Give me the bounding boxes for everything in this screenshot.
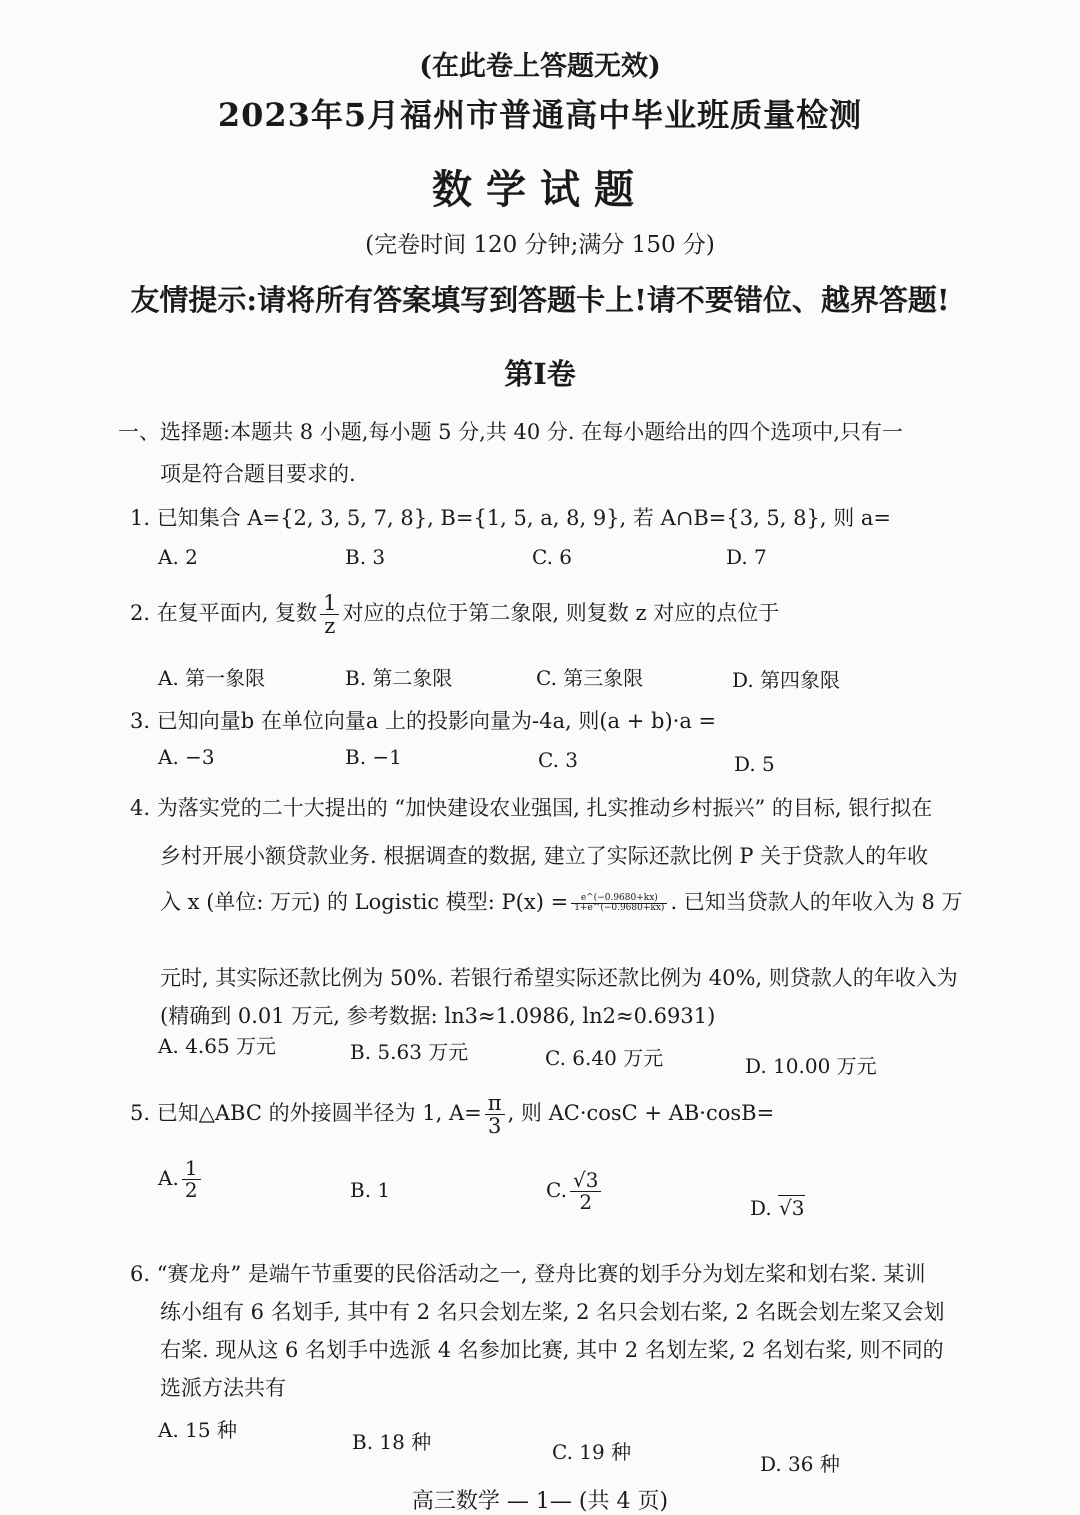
q5-option-a-label: A. (158, 1166, 179, 1190)
q6-option-c: C. 19 种 (552, 1440, 632, 1464)
q5-suffix: , 则 AC·cosC + AB·cosB= (507, 1101, 775, 1126)
q1-option-d: D. 7 (726, 545, 767, 569)
q5-option-c-num: √3 (570, 1170, 601, 1192)
exam-title: 2023年5月福州市普通高中毕业班质量检测 (217, 96, 863, 134)
q3-option-c: C. 3 (538, 748, 579, 772)
q1-option-b: B. 3 (345, 545, 386, 569)
q6-option-a: A. 15 种 (158, 1418, 237, 1442)
q5-option-c-fraction (570, 1170, 601, 1213)
q5-prefix: 5. 已知△ABC 的外接圆半径为 1, A= (130, 1101, 482, 1126)
q4-option-d: D. 10.00 万元 (745, 1054, 877, 1078)
question-5-stem (130, 1092, 774, 1137)
q5-fraction (485, 1092, 505, 1137)
section-heading-line1: 一、选择题:本题共 8 小题,每小题 5 分,共 40 分. 在每小题给出的四个选项中,只有一 (118, 420, 903, 444)
question-3-stem: 3. 已知向量b 在单位向量a 上的投影向量为-4a, 则(a + b)·a = (130, 709, 717, 733)
question-4-line3 (160, 886, 963, 916)
question-4-line4: 元时, 其实际还款比例为 50%. 若银行希望实际还款比例为 40%, 则贷款人的年收入为 (160, 966, 958, 990)
q5-option-d-value: √3 (779, 1196, 805, 1220)
formula-denominator: 1+e^(−0.9680+kx) (574, 903, 665, 913)
question-2-stem (130, 592, 779, 637)
q5-option-a-fraction (182, 1158, 201, 1201)
q4-option-b: B. 5.63 万元 (350, 1040, 469, 1064)
q5-frac-num: π (485, 1092, 505, 1115)
q2-option-b: B. 第二象限 (345, 666, 453, 690)
logistic-formula (571, 894, 667, 914)
q5-frac-den: 3 (487, 1114, 502, 1139)
q2-frac-num: 1 (320, 592, 339, 615)
formula-numerator: e^(−0.9680+kx) (571, 894, 667, 904)
q2-option-a: A. 第一象限 (158, 666, 266, 690)
q2-prefix: 2. 在复平面内, 复数 (130, 601, 318, 626)
q3-option-d: D. 5 (734, 752, 775, 776)
question-6-line2: 练小组有 6 名划手, 其中有 2 名只会划左桨, 2 名只会划右桨, 2 名既会划左桨又会划 (160, 1300, 945, 1324)
page-footer: 高三数学 — 1— (共 4 页) (411, 1489, 669, 1514)
q5-option-a-den: 2 (184, 1178, 198, 1202)
question-6-line3: 右桨. 现从这 6 名划手中选派 4 名参加比赛, 其中 2 名划左桨, 2 名划右桨, 则不同的 (160, 1338, 944, 1362)
section-heading-line2: 项是符合题目要求的. (160, 462, 356, 486)
q6-option-d: D. 36 种 (760, 1452, 840, 1476)
q4-option-c: C. 6.40 万元 (545, 1046, 664, 1070)
volume-title: 第Ⅰ卷 (504, 357, 576, 391)
q1-option-a: A. 2 (158, 545, 198, 569)
q2-frac-den: z (324, 614, 336, 639)
q2-option-c: C. 第三象限 (536, 666, 644, 690)
invalid-notice: (在此卷上答题无效) (419, 51, 661, 82)
question-1-stem: 1. 已知集合 A={2, 3, 5, 7, 8}, B={1, 5, a, 8, 9}, 若 A∩B={3, 5, 8}, 则 a= (130, 506, 892, 530)
q2-fraction (320, 592, 339, 637)
q2-option-d: D. 第四象限 (732, 668, 841, 692)
question-4-line2: 乡村开展小额贷款业务. 根据调查的数据, 建立了实际还款比例 P 关于贷款人的年收 (160, 844, 929, 868)
q5-option-d-label: D. (750, 1196, 772, 1220)
q5-option-b: B. 1 (350, 1178, 391, 1202)
question-4-line1: 4. 为落实党的二十大提出的 “加快建设农业强国, 扎实推动乡村振兴” 的目标, 银行拟在 (130, 796, 933, 820)
time-info: (完卷时间 120 分钟;满分 150 分) (365, 232, 715, 258)
q5-option-c-label: C. (546, 1178, 567, 1202)
q3-option-a: A. −3 (158, 745, 215, 769)
friendly-tip: 友情提示:请将所有答案填写到答题卡上!请不要错位、越界答题! (130, 283, 950, 317)
question-4-line5: (精确到 0.01 万元, 参考数据: ln3≈1.0986, ln2≈0.6931) (160, 1004, 716, 1028)
question-6-line4: 选派方法共有 (160, 1376, 286, 1400)
subject-title: 数学试题 (432, 166, 648, 213)
q4-option-a: A. 4.65 万元 (158, 1034, 277, 1058)
q3-option-b: B. −1 (345, 745, 402, 769)
q2-suffix: 对应的点位于第二象限, 则复数 z 对应的点位于 (342, 601, 780, 626)
q6-option-b: B. 18 种 (352, 1430, 432, 1454)
q5-option-c (546, 1170, 604, 1213)
q5-option-a (158, 1158, 204, 1201)
question-6-line1: 6. “赛龙舟” 是端午节重要的民俗活动之一, 登舟比赛的划手分为划左桨和划右桨. 某训 (130, 1262, 926, 1286)
q5-option-c-den: 2 (579, 1190, 593, 1214)
q1-option-c: C. 6 (532, 545, 573, 569)
q4-line3-suffix: . 已知当贷款人的年收入为 8 万 (670, 890, 963, 914)
q5-option-d (750, 1196, 805, 1220)
q4-line3-prefix: 入 x (单位: 万元) 的 Logistic 模型: P(x) = (160, 890, 569, 914)
q5-option-a-num: 1 (182, 1158, 201, 1180)
